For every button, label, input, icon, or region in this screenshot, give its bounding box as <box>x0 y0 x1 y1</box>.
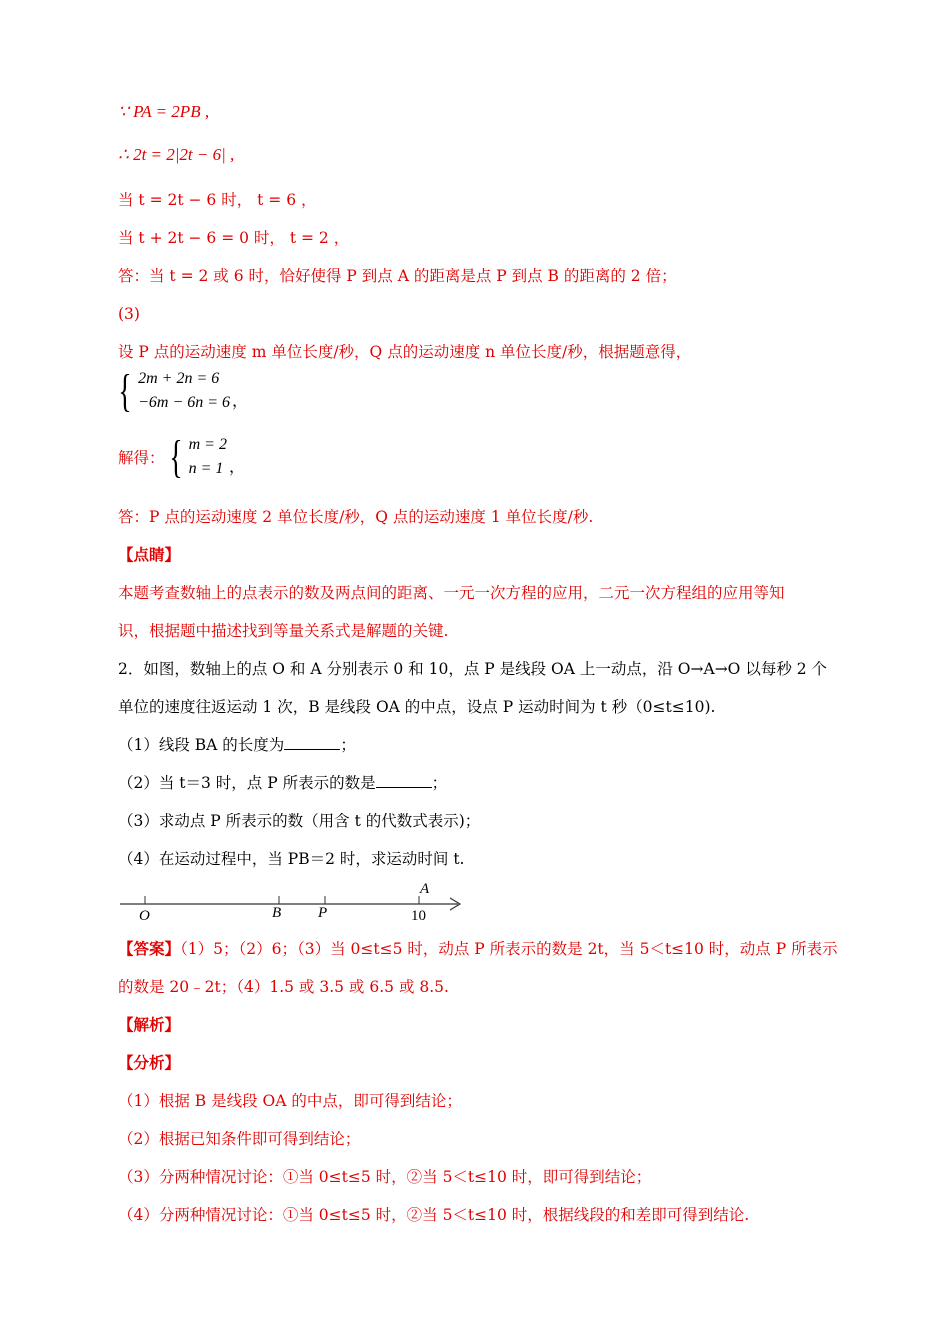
step-case1: 当 t = 2t − 6 时， t = 6 ， <box>118 191 317 209</box>
brace: { <box>168 431 183 482</box>
comma: ， <box>228 456 245 476</box>
number-line-figure <box>118 880 468 928</box>
analysis-1: （1）根据 B 是线段 OA 的中点，即可得到结论； <box>118 1092 462 1110</box>
answer-part3: 答：P 点的运动速度 2 单位长度/秒，Q 点的运动速度 1 单位长度/秒. <box>118 508 594 526</box>
equation-system <box>114 365 249 416</box>
solution-label: 解得： <box>118 449 165 467</box>
problem2-line2: 单位的速度往返运动 1 次，B 是线段 OA 的中点，设点 P 运动时间为 t 秒（0≤t≤10). <box>118 698 716 716</box>
comma: ， <box>232 390 249 410</box>
question-1 <box>118 735 356 755</box>
answer-line2: 的数是 20﹣2t；（4）1.5 或 3.5 或 6.5 或 8.5. <box>118 978 449 996</box>
label-10: 10 <box>411 908 426 924</box>
answer-blank <box>284 735 340 750</box>
question-text: （1）线段 BA 的长度为 <box>118 736 285 754</box>
question-3: （3）求动点 P 所表示的数（用含 t 的代数式表示)； <box>118 812 481 830</box>
label-A: A <box>420 881 430 897</box>
answer-line1 <box>118 939 838 959</box>
label-O: O <box>139 908 150 924</box>
brace: { <box>118 365 132 416</box>
summary-line1: 本题考查数轴上的点表示的数及两点间的距离、一元一次方程的应用，二元一次方程组的应用等知 <box>118 584 785 602</box>
part3-label: (3) <box>118 305 140 323</box>
question-2 <box>118 773 447 793</box>
analysis-4: （4）分两种情况讨论：①当 0≤t≤5 时，②当 5＜t≤10 时，根据线段的和差即可得到结论. <box>118 1206 750 1224</box>
question-end: ； <box>431 774 448 792</box>
solution-system <box>118 431 245 482</box>
label-B: B <box>272 905 282 921</box>
summary-line2: 识，根据题中描述找到等量关系式是解题的关键. <box>118 622 449 640</box>
section-fenxi: 【分析】 <box>118 1053 181 1072</box>
question-4: （4）在运动过程中，当 PB＝2 时，求运动时间 t. <box>118 850 465 868</box>
section-jiexi: 【解析】 <box>118 1015 181 1034</box>
system-row: −6m − 6n = 6 <box>138 394 231 411</box>
answer-label: 【答案】 <box>118 939 181 958</box>
system-row: 2m + 2n = 6 <box>138 370 220 387</box>
answer-text: （1）5；（2）6；（3）当 0≤t≤5 时，动点 P 所表示的数是 2t，当 5＜t≤10 时，动点 P 所表示 <box>180 940 838 958</box>
step-case2: 当 t + 2t − 6 = 0 时， t = 2 ， <box>118 229 350 247</box>
analysis-3: （3）分两种情况讨论：①当 0≤t≤5 时，②当 5＜t≤10 时，即可得到结论； <box>118 1168 652 1186</box>
step-equation: ∴ 2t = 2|2t − 6| , <box>118 145 235 164</box>
label-P: P <box>318 905 328 921</box>
problem2-line1: 2．如图，数轴上的点 O 和 A 分别表示 0 和 10，点 P 是线段 OA 上一动点，沿 O→A→O 以每秒 2 个 <box>118 660 828 678</box>
section-dianjing: 【点睛】 <box>118 545 181 564</box>
system-row: m = 2 <box>188 436 227 453</box>
step-condition: ∵ PA = 2PB , <box>118 102 210 121</box>
question-text: （2）当 t＝3 时，点 P 所表示的数是 <box>118 774 376 792</box>
part3-setup: 设 P 点的运动速度 m 单位长度/秒，Q 点的运动速度 n 单位长度/秒，根据题意得， <box>118 343 692 361</box>
answer-part2: 答：当 t = 2 或 6 时，恰好使得 P 到点 A 的距离是点 P 到点 B 的距离的 2 倍； <box>118 267 677 285</box>
system-row: n = 1 <box>188 460 224 477</box>
question-end: ； <box>340 736 356 754</box>
analysis-2: （2）根据已知条件即可得到结论； <box>118 1130 361 1148</box>
answer-blank <box>376 773 432 788</box>
